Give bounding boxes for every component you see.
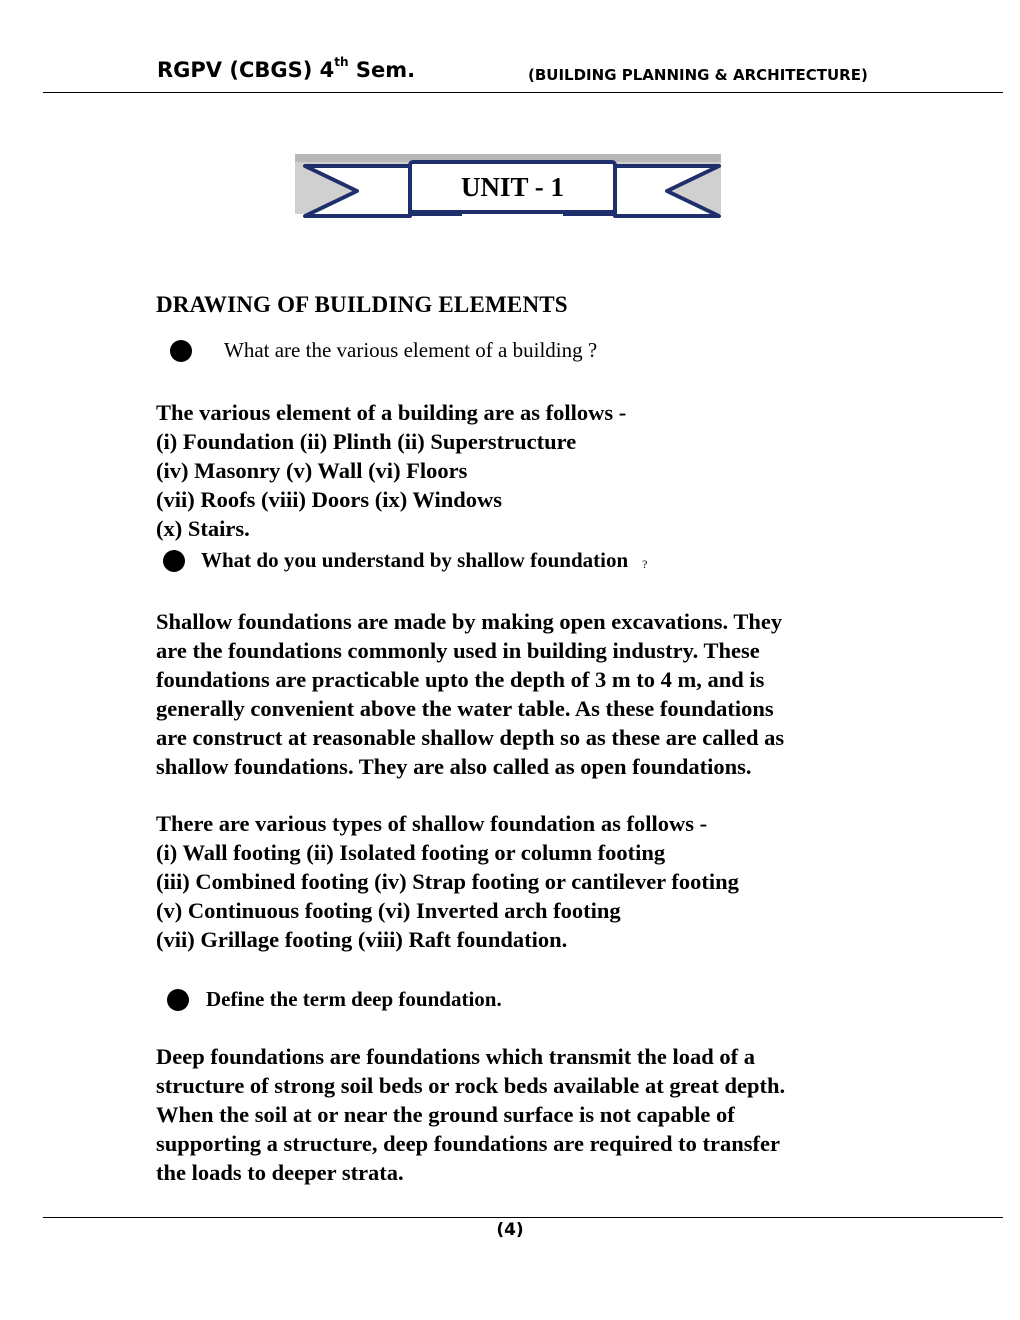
answer-shallow (156, 607, 876, 781)
answer-line: (x) Stairs. (156, 516, 250, 541)
answer-line: supporting a structure, deep foundations are required to transfer (156, 1131, 780, 1156)
answer-line: are construct at reasonable shallow depth so as these are called as (156, 725, 785, 750)
answer-shallow-types (156, 809, 876, 954)
answer-deep (156, 1042, 876, 1187)
answer-line: structure of strong soil beds or rock beds available at great depth. (156, 1073, 786, 1098)
answer-line: (i) Foundation (ii) Plinth (ii) Superstructure (156, 429, 577, 454)
answer-line: When the soil at or near the ground surface is not capable of (156, 1102, 735, 1127)
course-title: RGPV (CBGS) 4th Sem. (157, 55, 416, 82)
question-text: Define the term deep foundation. (206, 987, 502, 1011)
answer-line: (v) Continuous footing (vi) Inverted arch footing (156, 898, 621, 923)
answer-line: are the foundations commonly used in building industry. These (156, 638, 760, 663)
answer-line: (i) Wall footing (ii) Isolated footing or column footing (156, 840, 666, 865)
bullet-icon (167, 989, 189, 1011)
bullet-icon (170, 340, 192, 362)
answer-line: The various element of a building are as follows - (156, 400, 627, 425)
question-1 (170, 338, 597, 363)
page-header (43, 54, 1003, 93)
bullet-icon (163, 550, 185, 572)
page-number: (4) (496, 1220, 524, 1240)
answer-line: the loads to deeper strata. (156, 1160, 404, 1185)
unit-banner (295, 152, 725, 222)
answer-line: (iii) Combined footing (iv) Strap footing or cantilever footing (156, 869, 739, 894)
question-text: What do you understand by shallow foundation (201, 548, 629, 572)
answer-line: shallow foundations. They are also called as open foundations. (156, 754, 752, 779)
section-title: DRAWING OF BUILDING ELEMENTS (156, 292, 568, 317)
footer-divider (43, 1217, 1003, 1218)
subject-title: (BUILDING PLANNING & ARCHITECTURE) (528, 66, 868, 84)
answer-line: foundations are practicable upto the depth of 3 m to 4 m, and is (156, 667, 765, 692)
question-3 (167, 987, 502, 1012)
question-2 (163, 548, 647, 573)
answer-line: Deep foundations are foundations which transmit the load of a (156, 1044, 756, 1069)
question-text: What are the various element of a building ? (224, 338, 598, 362)
answer-line: (iv) Masonry (v) Wall (vi) Floors (156, 458, 468, 483)
answer-line: Shallow foundations are made by making open excavations. They (156, 609, 783, 634)
unit-label: UNIT - 1 (460, 171, 565, 202)
answer-line: generally convenient above the water table. As these foundations (156, 696, 774, 721)
answer-line: (vii) Roofs (viii) Doors (ix) Windows (156, 487, 503, 512)
answer-line: There are various types of shallow foundation as follows - (156, 811, 708, 836)
answer-elements (156, 398, 876, 543)
question-mark: ? (642, 557, 648, 571)
answer-line: (vii) Grillage footing (viii) Raft foundation. (156, 927, 568, 952)
